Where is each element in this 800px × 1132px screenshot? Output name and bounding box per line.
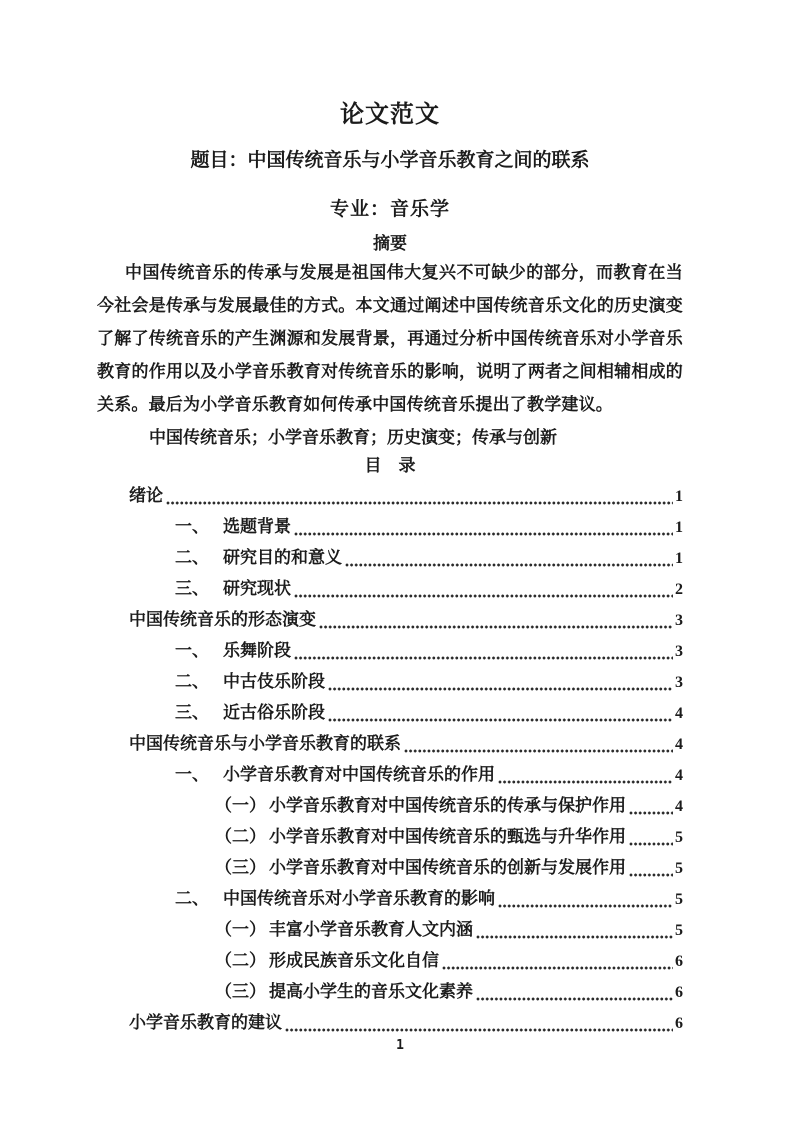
toc-entry-label: 中古伎乐阶段 bbox=[223, 672, 325, 691]
toc-entry-page: 6 bbox=[675, 984, 683, 1001]
toc-dot-leader bbox=[328, 718, 673, 722]
toc-dot-leader bbox=[476, 935, 673, 939]
toc-entry-page: 6 bbox=[675, 953, 683, 970]
toc-entry-page: 4 bbox=[675, 705, 683, 722]
toc-dot-leader bbox=[328, 687, 673, 691]
toc-entry-label: 近古俗乐阶段 bbox=[223, 703, 325, 722]
toc-entry-label: 中国传统音乐与小学音乐教育的联系 bbox=[129, 734, 401, 753]
toc-entry bbox=[97, 884, 683, 915]
toc-dot-leader bbox=[294, 594, 673, 598]
toc-dot-leader bbox=[285, 1028, 673, 1032]
toc-entry-number: 三、 bbox=[175, 703, 209, 722]
toc-entry-page: 5 bbox=[675, 922, 683, 939]
toc-entry-label: 小学音乐教育对中国传统音乐的创新与发展作用 bbox=[269, 858, 626, 877]
toc-entry-label: 研究现状 bbox=[223, 579, 291, 598]
toc-entry-page: 2 bbox=[675, 581, 683, 598]
toc-entry-number: （二） bbox=[215, 827, 266, 846]
toc-entry-page: 1 bbox=[675, 488, 683, 505]
document-title: 论文范文 bbox=[340, 102, 440, 128]
toc-entry-label: 形成民族音乐文化自信 bbox=[269, 951, 439, 970]
toc-entry bbox=[97, 636, 683, 667]
toc-entry-number: 一、 bbox=[175, 517, 209, 536]
toc-entry bbox=[97, 1008, 683, 1039]
toc-entry-page: 5 bbox=[675, 860, 683, 877]
toc-entry-page: 4 bbox=[675, 736, 683, 753]
toc-entry bbox=[97, 481, 683, 512]
toc-entry-number: 一、 bbox=[175, 641, 209, 660]
toc-entry bbox=[97, 853, 683, 884]
toc-dot-leader bbox=[442, 966, 673, 970]
toc-entry-label: 提高小学生的音乐文化素养 bbox=[269, 982, 473, 1001]
toc-entry-page: 4 bbox=[675, 798, 683, 815]
toc-entry-page: 3 bbox=[675, 674, 683, 691]
toc-entry-number: （三） bbox=[215, 982, 266, 1001]
toc-entry-page: 4 bbox=[675, 767, 683, 784]
toc-entry bbox=[97, 574, 683, 605]
toc-entry bbox=[97, 791, 683, 822]
keywords-line: 中国传统音乐；小学音乐教育；历史演变；传承与创新 bbox=[149, 428, 557, 447]
toc-entry-label: 小学音乐教育的建议 bbox=[129, 1013, 282, 1032]
toc-dot-leader bbox=[294, 532, 673, 536]
toc-entry-page: 3 bbox=[675, 612, 683, 629]
toc-entry-page: 5 bbox=[675, 891, 683, 908]
toc-entry-number: 二、 bbox=[175, 548, 209, 567]
toc-entry bbox=[97, 915, 683, 946]
toc-dot-leader bbox=[476, 997, 673, 1001]
toc-entry-number: （三） bbox=[215, 858, 266, 877]
toc-entry bbox=[97, 822, 683, 853]
document-content bbox=[97, 0, 683, 1039]
toc-entry-label: 中国传统音乐的形态演变 bbox=[129, 610, 316, 629]
toc-dot-leader bbox=[294, 656, 673, 660]
toc-dot-leader bbox=[345, 563, 673, 567]
toc-heading: 目 录 bbox=[364, 456, 416, 475]
toc-dot-leader bbox=[629, 842, 673, 846]
toc-dot-leader bbox=[498, 904, 673, 908]
toc-entry-page: 5 bbox=[675, 829, 683, 846]
toc-dot-leader bbox=[629, 811, 673, 815]
toc-dot-leader bbox=[404, 749, 673, 753]
toc-entry-label: 中国传统音乐对小学音乐教育的影响 bbox=[223, 889, 495, 908]
toc-dot-leader bbox=[629, 873, 673, 877]
toc-entry bbox=[97, 512, 683, 543]
toc-entry-label: 选题背景 bbox=[223, 517, 291, 536]
toc-dot-leader bbox=[498, 780, 673, 784]
toc-entry-label: 绪论 bbox=[129, 486, 163, 505]
toc-entry-label: 小学音乐教育对中国传统音乐的甄选与升华作用 bbox=[269, 827, 626, 846]
toc-entry-page: 3 bbox=[675, 643, 683, 660]
toc-entry-page: 6 bbox=[675, 1015, 683, 1032]
toc-list bbox=[97, 481, 683, 1039]
toc-entry bbox=[97, 760, 683, 791]
abstract-text: 中国传统音乐的传承与发展是祖国伟大复兴不可缺少的部分，而教育在当今社会是传承与发展最佳的方式。本文通过阐述中国传统音乐文化的历史演变了解了传统音乐的产生渊源和发展背景，再通过分析中国传统音乐对小学音乐教育的作用以及小学音乐教育对传统音乐的影响，说明了两者之间相辅相成的关系。最后为小学音乐教育如何传承中国传统音乐提出了教学建议。 bbox=[97, 263, 683, 414]
toc-entry bbox=[97, 729, 683, 760]
toc-entry-number: 三、 bbox=[175, 579, 209, 598]
toc-dot-leader bbox=[319, 625, 673, 629]
toc-entry-number: （一） bbox=[215, 796, 266, 815]
thesis-topic: 题目：中国传统音乐与小学音乐教育之间的联系 bbox=[190, 150, 590, 171]
toc-entry-label: 丰富小学音乐教育人文内涵 bbox=[269, 920, 473, 939]
toc-entry-number: 一、 bbox=[175, 765, 209, 784]
toc-entry-label: 小学音乐教育对中国传统音乐的作用 bbox=[223, 765, 495, 784]
toc-entry bbox=[97, 946, 683, 977]
abstract-heading: 摘要 bbox=[373, 234, 407, 253]
toc-entry-page: 1 bbox=[675, 519, 683, 536]
thesis-major: 专业：音乐学 bbox=[329, 199, 450, 220]
toc-entry bbox=[97, 605, 683, 636]
toc-entry bbox=[97, 977, 683, 1008]
toc-entry-number: 二、 bbox=[175, 889, 209, 908]
toc-entry bbox=[97, 667, 683, 698]
toc-entry bbox=[97, 543, 683, 574]
toc-entry-label: 研究目的和意义 bbox=[223, 548, 342, 567]
toc-dot-leader bbox=[166, 501, 673, 505]
toc-entry-page: 1 bbox=[675, 550, 683, 567]
toc-entry-number: 二、 bbox=[175, 672, 209, 691]
toc-entry-number: （二） bbox=[215, 951, 266, 970]
toc-entry bbox=[97, 698, 683, 729]
toc-entry-label: 乐舞阶段 bbox=[223, 641, 291, 660]
toc-entry-label: 小学音乐教育对中国传统音乐的传承与保护作用 bbox=[269, 796, 626, 815]
toc-entry-number: （一） bbox=[215, 920, 266, 939]
footer-page-number: 1 bbox=[396, 1038, 404, 1053]
